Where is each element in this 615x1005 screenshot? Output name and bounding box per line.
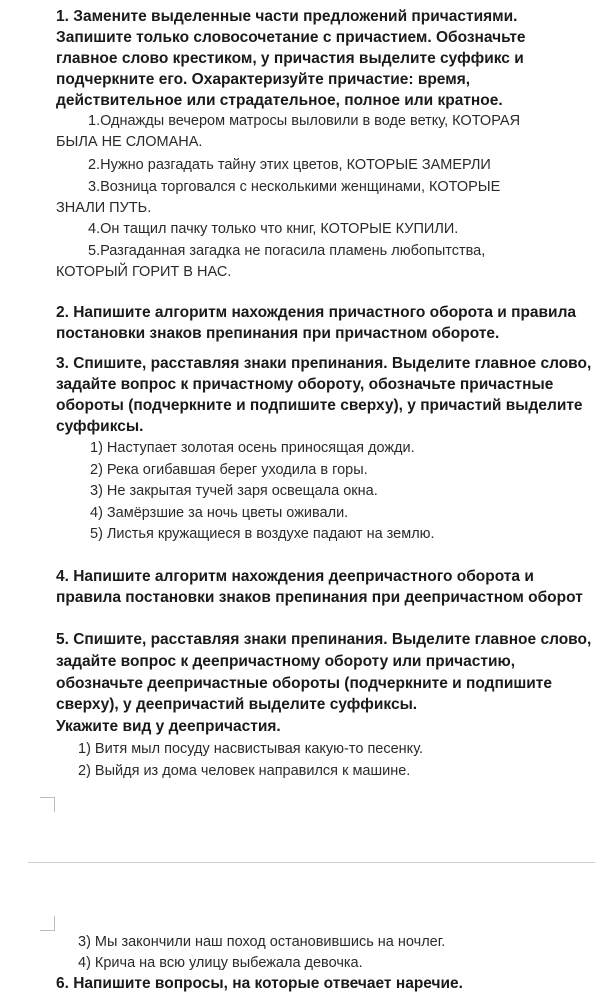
task3-item-4: 4) Замёрзшие за ночь цветы оживали.: [90, 505, 349, 521]
task1-item-3-cont: ЗНАЛИ ПУТЬ.: [56, 200, 152, 216]
task1-heading-line-2: Запишите только словосочетание с причастием. Обозначьте: [56, 29, 526, 46]
task3-heading-line-2: задайте вопрос к причастному обороту, обозначьте причастные: [56, 376, 554, 393]
task3-heading-line-4: суффиксы.: [56, 418, 144, 435]
task5-item-3: 3) Мы закончили наш поход остановившись на ночлег.: [78, 934, 446, 950]
page-break-divider: [28, 862, 595, 863]
task1-heading-line-5: действительное или страдательное, полное или кратное.: [56, 92, 503, 109]
task2-heading-line-1: 2. Напишите алгоритм нахождения причастного оборота и правила: [56, 304, 577, 321]
task1-item-5-cont: КОТОРЫЙ ГОРИТ В НАС.: [56, 264, 232, 280]
task1-heading-line-3: главное слово крестиком, у причастия выделите суффикс и: [56, 50, 524, 67]
task1-item-5: 5.Разгаданная загадка не погасила пламень любопытства,: [88, 243, 486, 259]
task1-heading-line-1: 1. Замените выделенные части предложений причастиями.: [56, 8, 518, 25]
task6-heading: 6. Напишите вопросы, на которые отвечает наречие.: [56, 975, 463, 992]
page-corner-mark-bottom: [40, 916, 55, 931]
page-corner-mark-top: [40, 797, 55, 812]
task3-item-3: 3) Не закрытая тучей заря освещала окна.: [90, 483, 378, 499]
task5-item-4: 4) Крича на всю улицу выбежала девочка.: [78, 955, 363, 971]
task3-item-1: 1) Наступает золотая осень приносящая дожди.: [90, 440, 415, 456]
task3-heading-line-1: 3. Спишите, расставляя знаки препинания. Выделите главное слово,: [56, 355, 592, 372]
task5-heading-line-2: задайте вопрос к деепричастному обороту или причастию,: [56, 653, 516, 670]
task3-item-5: 5) Листья кружащиеся в воздухе падают на землю.: [90, 526, 435, 542]
task1-heading-line-4: подчеркните его. Охарактеризуйте причастие: время,: [56, 71, 471, 88]
task3-heading-line-3: обороты (подчеркните и подпишите сверху), у причастий выделите: [56, 397, 583, 414]
task1-item-3: 3.Возница торговался с несколькими женщинами, КОТОРЫЕ: [88, 179, 501, 195]
task1-item-1: 1.Однажды вечером матросы выловили в воде ветку, КОТОРАЯ: [88, 113, 521, 129]
task4-heading-line-1: 4. Напишите алгоритм нахождения деепричастного оборота и: [56, 568, 534, 585]
task1-item-4: 4.Он тащил пачку только что книг, КОТОРЫЕ КУПИЛИ.: [88, 221, 459, 237]
task3-item-2: 2) Река огибавшая берег уходила в горы.: [90, 462, 368, 478]
task5-heading-line-4: сверху), у деепричастий выделите суффиксы.: [56, 696, 418, 713]
task5-item-2: 2) Выйдя из дома человек направился к машине.: [78, 763, 411, 779]
task5-heading-line-5: Укажите вид у деепричастия.: [56, 718, 281, 735]
task2-heading-line-2: постановки знаков препинания при причастном обороте.: [56, 325, 500, 342]
task5-heading-line-1: 5. Спишите, расставляя знаки препинания. Выделите главное слово,: [56, 631, 592, 648]
task5-heading-line-3: обозначьте деепричастные обороты (подчеркните и подпишите: [56, 675, 553, 692]
task5-item-1: 1) Витя мыл посуду насвистывая какую-то песенку.: [78, 741, 424, 757]
task4-heading-line-2: правила постановки знаков препинания при деепричастном оборот: [56, 589, 583, 606]
task1-item-2: 2.Нужно разгадать тайну этих цветов, КОТОРЫЕ ЗАМЕРЛИ: [88, 157, 491, 173]
task1-item-1-cont: БЫЛА НЕ СЛОМАНА.: [56, 134, 203, 150]
